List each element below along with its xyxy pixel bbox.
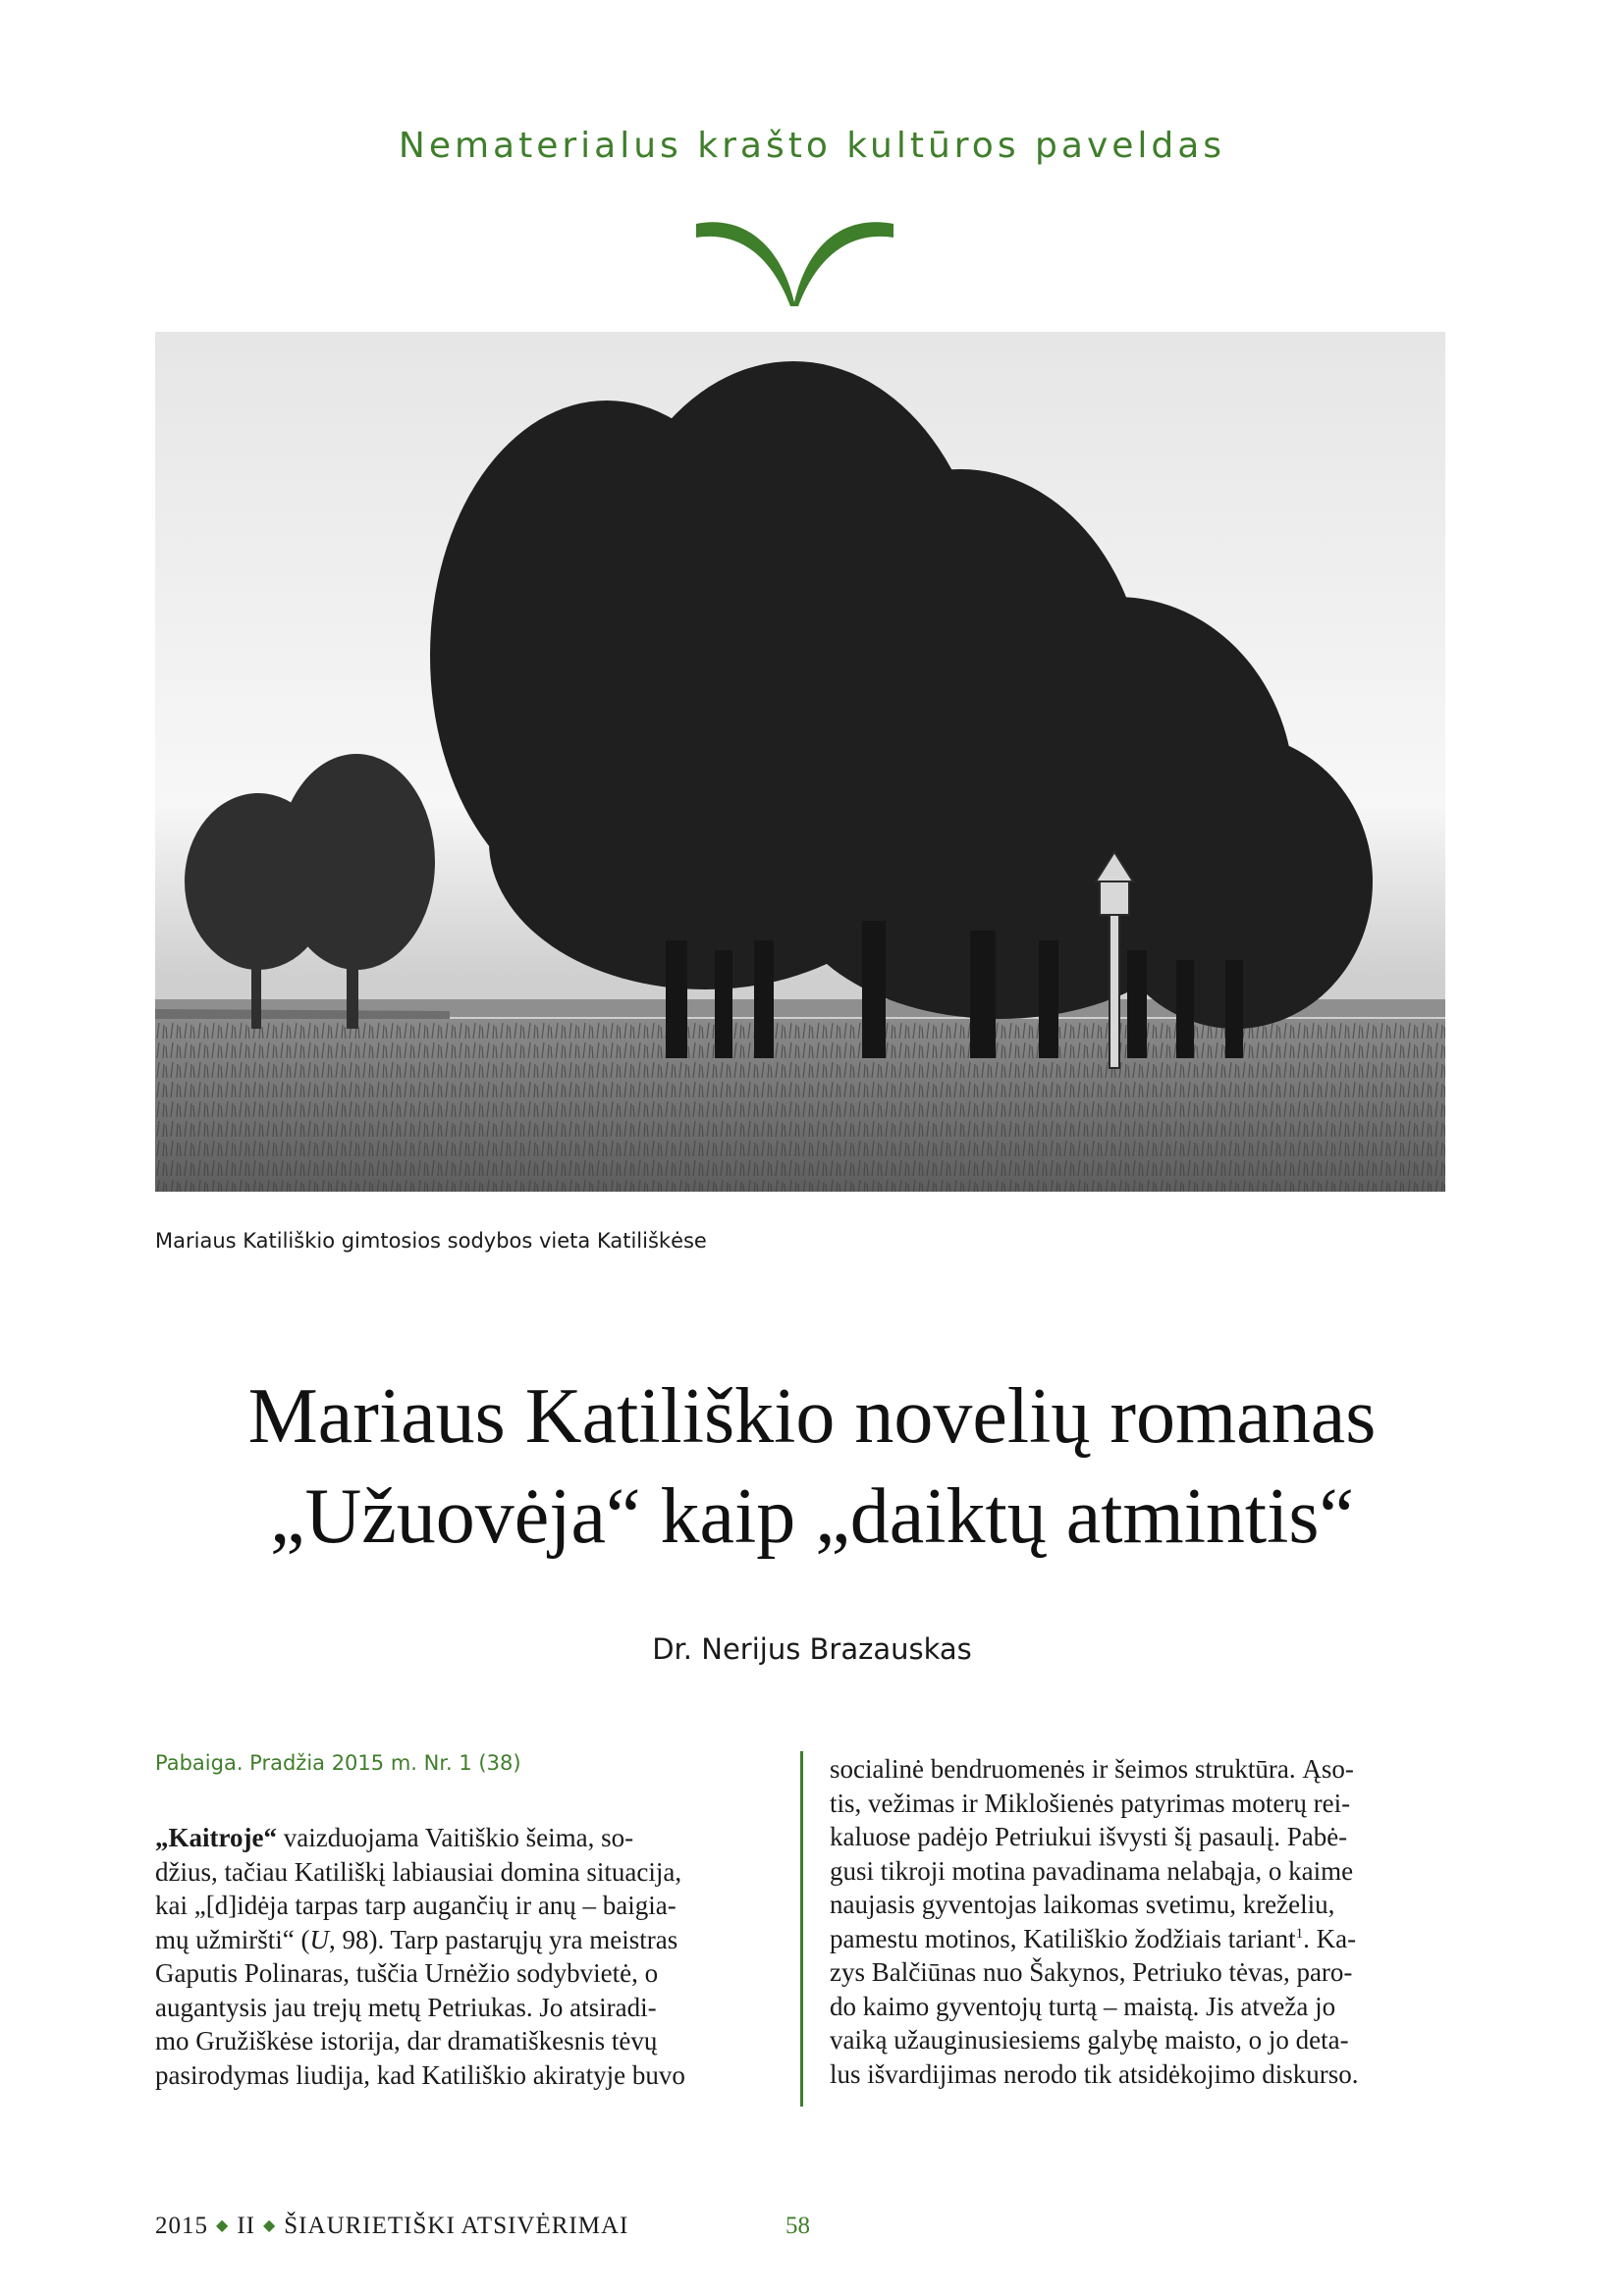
article-title-line-1: Mariaus Katiliškio novelių romanas — [247, 1373, 1377, 1460]
text-fragment: pamestu motinos, Katiliškio žodžiais tariant — [830, 1923, 1296, 1953]
section-title: Nematerialus krašto kultūros paveldas — [398, 126, 1226, 166]
text-line: lus išvardijimas nerodo tik atsidėkojimo diskurso. — [830, 2058, 1359, 2089]
column-divider — [800, 1751, 803, 2107]
text-line: pasirodymas liudija, kad Katiliškio akiratyje buvo — [155, 2059, 685, 2090]
footer-issue: II — [237, 2213, 255, 2239]
text-fragment: , 98). Tarp pastarųjų yra meistras — [328, 1924, 678, 1954]
diamond-separator-icon: ◆ — [262, 2217, 277, 2234]
article-title-line-2: „Užuovėja“ kaip „daiktų atmintis“ — [269, 1473, 1355, 1560]
italic-reference: U — [309, 1924, 329, 1954]
article-title — [0, 1366, 1624, 1567]
text-line: mo Gružiškėse istorija, dar dramatiškesnis tėvų — [155, 2026, 658, 2056]
text-line — [155, 1923, 769, 1957]
text-fragment: vaizduojama Vaitiškio šeima, so- — [276, 1823, 634, 1852]
footer-publication — [155, 2213, 628, 2240]
text-fragment: mų užmiršti“ ( — [155, 1924, 310, 1954]
text-line: džius, tačiau Katiliškį labiausiai domina situacija, — [155, 1856, 682, 1887]
footnote-marker[interactable]: 1 — [1295, 1925, 1304, 1942]
text-line: do kaimo gyventojų turtą – maistą. Jis atveža jo — [830, 1991, 1336, 2021]
text-line: vaiką užauginusiesiems galybę maisto, o jo deta- — [830, 2025, 1349, 2055]
left-column — [155, 1821, 769, 2092]
text-line: kai „[d]idėja tarpas tarp augančių ir anų – baigia- — [155, 1891, 677, 1920]
text-line: zys Balčiūnas nuo Šakynos, Petriuko tėvas, paro- — [830, 1957, 1353, 1987]
text-line — [155, 1821, 769, 1855]
v-chevron-logo-icon — [694, 212, 895, 310]
text-line: naujasis gyventojas laikomas svetimu, kreželiu, — [830, 1890, 1335, 1919]
bold-term: „Kaitroje“ — [155, 1823, 277, 1852]
page-number: 58 — [785, 2213, 810, 2239]
diamond-separator-icon: ◆ — [216, 2217, 230, 2234]
footer-publication-name: ŠIAURIETIŠKI ATSIVĖRIMAI — [284, 2213, 629, 2239]
text-line: augantysis jau trejų metų Petriukas. Jo atsiradi- — [155, 1992, 657, 2022]
hero-photo — [155, 332, 1445, 1192]
photo-caption: Mariaus Katiliškio gimtosios sodybos vieta Katiliškėse — [155, 1229, 707, 1253]
footer-year: 2015 — [155, 2213, 208, 2239]
text-line: tis, vežimas ir Miklošienės patyrimas moterų rei- — [830, 1788, 1351, 1818]
text-line — [830, 1922, 1448, 1956]
continuation-note: Pabaiga. Pradžia 2015 m. Nr. 1 (38) — [155, 1751, 521, 1775]
article-author: Dr. Nerijus Brazauskas — [652, 1632, 972, 1666]
text-fragment: . Ka- — [1303, 1923, 1357, 1953]
text-line: kaluose padėjo Petriukui išvysti šį pasaulį. Pabė- — [830, 1822, 1348, 1851]
right-column — [830, 1752, 1448, 2091]
text-line: socialinė bendruomenės ir šeimos struktūra. Ąso- — [830, 1754, 1354, 1784]
text-line: Gaputis Polinaras, tuščia Urnėžio sodybvietė, o — [155, 1958, 659, 1988]
text-line: gusi tikroji motina pavadinama nelabąja, o kaime — [830, 1855, 1354, 1886]
